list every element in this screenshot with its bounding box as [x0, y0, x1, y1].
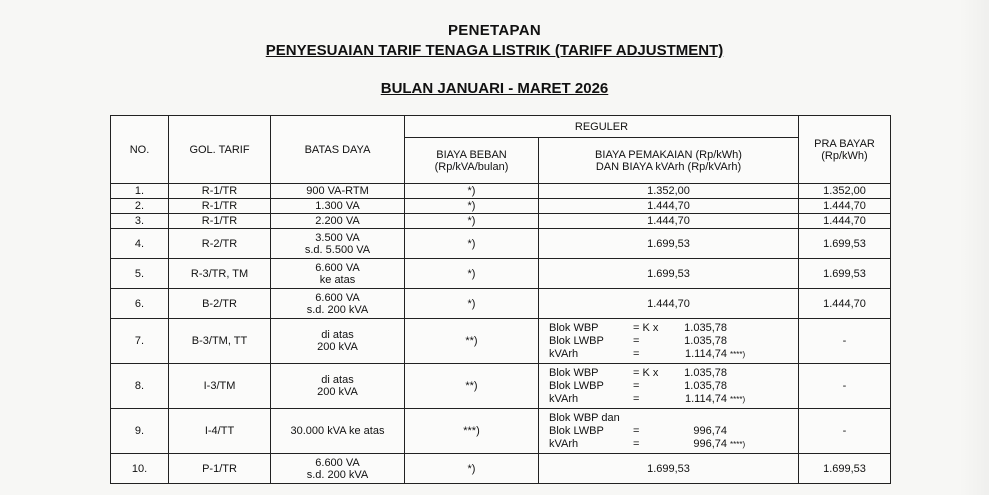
blok-note — [727, 425, 730, 438]
blok-key: kVArh — [549, 392, 579, 405]
blok-key: Blok LWBP — [549, 424, 604, 437]
cell-beban: ***) — [405, 409, 539, 454]
blok-key: Blok WBP dan — [549, 411, 620, 424]
header-biaya-pemakaian-label: BIAYA PEMAKAIAN (Rp/kWh) — [595, 148, 742, 161]
cell-gol: P-1/TR — [169, 454, 271, 484]
cell-prabayar: 1.444,70 — [799, 199, 891, 214]
cell-beban: **) — [405, 364, 539, 409]
blok-eq: = — [633, 347, 640, 360]
blok-key: Blok WBP — [549, 366, 599, 379]
cell-batas — [271, 364, 405, 409]
blok-value: 1.114,74 — [684, 347, 727, 360]
blok-eq: = K x — [633, 366, 659, 379]
cell-no: 6. — [111, 289, 169, 319]
cell-no: 5. — [111, 259, 169, 289]
doc-subtitle-text: PENYESUAIAN TARIF TENAGA LISTRIK (TARIFF ADJUSTMENT) — [265, 42, 724, 59]
cell-prabayar: - — [799, 319, 891, 364]
cell-no: 4. — [111, 229, 169, 259]
blok-value: 1.114,74 — [684, 392, 727, 405]
blok-line — [549, 425, 798, 438]
cell-batas-line2: s.d. 200 kVA — [306, 468, 369, 481]
cell-batas: 900 VA-RTM — [271, 184, 405, 199]
cell-prabayar: 1.444,70 — [799, 289, 891, 319]
blok-value: 1.035,78 — [684, 366, 727, 379]
blok-key: kVArh — [549, 437, 579, 450]
cell-gol: R-1/TR — [169, 199, 271, 214]
blok-note — [727, 380, 730, 393]
doc-period — [0, 80, 989, 97]
cell-beban: **) — [405, 319, 539, 364]
blok-note — [727, 322, 730, 335]
header-gol-tarif: GOL. TARIF — [169, 116, 271, 184]
blok-line — [549, 412, 798, 425]
cell-prabayar: - — [799, 409, 891, 454]
table-row — [111, 259, 891, 289]
cell-batas — [271, 289, 405, 319]
cell-prabayar: 1.352,00 — [799, 184, 891, 199]
table-row — [111, 214, 891, 229]
cell-gol: R-2/TR — [169, 229, 271, 259]
cell-beban: *) — [405, 229, 539, 259]
header-biaya-beban-label: BIAYA BEBAN — [436, 148, 507, 161]
blok-eq — [633, 412, 675, 425]
header-biaya-pemakaian — [539, 138, 799, 184]
cell-prabayar: 1.444,70 — [799, 214, 891, 229]
header-biaya-beban — [405, 138, 539, 184]
header-pra-bayar-unit: (Rp/kWh) — [821, 149, 868, 162]
blok-key: kVArh — [549, 347, 579, 360]
cell-prabayar: - — [799, 364, 891, 409]
cell-beban: *) — [405, 454, 539, 484]
table-row — [111, 289, 891, 319]
cell-prabayar: 1.699,53 — [799, 259, 891, 289]
cell-beban: *) — [405, 289, 539, 319]
blok-line — [549, 438, 798, 451]
cell-batas-line2: 200 kVA — [317, 341, 358, 353]
blok-eq: = — [633, 424, 640, 437]
cell-no: 8. — [111, 364, 169, 409]
cell-beban: *) — [405, 184, 539, 199]
doc-subtitle — [0, 42, 989, 59]
cell-batas — [271, 229, 405, 259]
blok-note — [727, 367, 730, 380]
blok-value: 1.035,78 — [684, 334, 727, 347]
blok-key: Blok WBP — [549, 321, 599, 334]
cell-pemakaian: 1.444,70 — [539, 289, 799, 319]
blok-value: 1.035,78 — [684, 321, 727, 334]
blok-eq: = — [633, 379, 640, 392]
cell-pemakaian: 1.699,53 — [539, 259, 799, 289]
cell-beban: *) — [405, 199, 539, 214]
cell-batas-line2: s.d. 200 kVA — [306, 303, 369, 316]
cell-prabayar: 1.699,53 — [799, 229, 891, 259]
blok-line — [549, 322, 798, 335]
tariff-table — [110, 115, 891, 484]
header-biaya-beban-unit: (Rp/kVA/bulan) — [434, 160, 509, 173]
blok-line — [549, 393, 798, 406]
page-edge-shade — [959, 0, 989, 495]
blok-line — [549, 367, 798, 380]
cell-no: 7. — [111, 319, 169, 364]
blok-key: Blok LWBP — [549, 379, 604, 392]
table-row — [111, 229, 891, 259]
blok-eq: = K x — [633, 321, 659, 334]
cell-batas-line1: 6.600 VA — [315, 261, 360, 274]
cell-batas: 2.200 VA — [271, 214, 405, 229]
cell-gol: R-3/TR, TM — [169, 259, 271, 289]
cell-batas-line1: 3.500 VA — [315, 231, 360, 244]
cell-no: 10. — [111, 454, 169, 484]
table-row — [111, 364, 891, 409]
blok-note: ****) — [730, 394, 746, 404]
table-row — [111, 184, 891, 199]
header-biaya-kvarh-label: DAN BIAYA kVArh (Rp/kVArh) — [595, 160, 742, 173]
cell-gol: I-3/TM — [169, 364, 271, 409]
cell-pemakaian: 1.352,00 — [539, 184, 799, 199]
blok-note: ****) — [730, 439, 746, 449]
cell-pemakaian: 1.444,70 — [539, 199, 799, 214]
cell-no: 1. — [111, 184, 169, 199]
blok-line — [549, 380, 798, 393]
cell-gol: R-1/TR — [169, 184, 271, 199]
cell-beban: *) — [405, 214, 539, 229]
cell-prabayar: 1.699,53 — [799, 454, 891, 484]
cell-batas-line1: di atas — [321, 329, 354, 341]
cell-batas-line2: 200 kVA — [317, 386, 358, 398]
blok-line — [549, 348, 798, 361]
blok-eq: = — [633, 334, 640, 347]
blok-line — [549, 335, 798, 348]
cell-batas-line1: di atas — [321, 374, 354, 386]
blok-note: ****) — [730, 349, 746, 359]
doc-title: PENETAPAN — [448, 22, 541, 39]
cell-blok-tariff — [539, 364, 799, 409]
table-row — [111, 454, 891, 484]
blok-eq: = — [633, 437, 640, 450]
blok-value — [675, 412, 727, 425]
header-pra-bayar — [799, 116, 891, 184]
header-no: NO. — [111, 116, 169, 184]
cell-beban: *) — [405, 259, 539, 289]
blok-note — [727, 335, 730, 348]
blok-note — [727, 412, 730, 425]
cell-gol: B-3/TM, TT — [169, 319, 271, 364]
cell-pemakaian: 1.699,53 — [539, 229, 799, 259]
blok-key: Blok LWBP — [549, 334, 604, 347]
cell-blok-tariff — [539, 319, 799, 364]
cell-batas: 1.300 VA — [271, 199, 405, 214]
blok-eq: = — [633, 392, 640, 405]
cell-gol: R-1/TR — [169, 214, 271, 229]
header-batas-daya: BATAS DAYA — [271, 116, 405, 184]
cell-batas-line2: s.d. 5.500 VA — [304, 243, 371, 256]
blok-value: 1.035,78 — [684, 379, 727, 392]
table-row — [111, 319, 891, 364]
cell-no: 9. — [111, 409, 169, 454]
header-reguler: REGULER — [405, 116, 799, 138]
cell-batas — [271, 259, 405, 289]
cell-batas — [271, 454, 405, 484]
blok-value: 996,74 — [693, 424, 727, 437]
table-row — [111, 199, 891, 214]
cell-no: 3. — [111, 214, 169, 229]
cell-batas — [271, 319, 405, 364]
cell-batas-line1: 6.600 VA — [315, 456, 360, 469]
cell-batas-line2: ke atas — [319, 273, 356, 286]
blok-value: 996,74 — [693, 437, 727, 450]
cell-pemakaian: 1.444,70 — [539, 214, 799, 229]
cell-pemakaian: 1.699,53 — [539, 454, 799, 484]
cell-blok-tariff — [539, 409, 799, 454]
cell-batas: 30.000 kVA ke atas — [271, 409, 405, 454]
cell-gol: B-2/TR — [169, 289, 271, 319]
cell-gol: I-4/TT — [169, 409, 271, 454]
table-row — [111, 409, 891, 454]
doc-period-text: BULAN JANUARI - MARET 2026 — [380, 80, 609, 97]
header-pra-bayar-label: PRA BAYAR — [814, 137, 875, 150]
cell-no: 2. — [111, 199, 169, 214]
cell-batas-line1: 6.600 VA — [315, 291, 360, 304]
